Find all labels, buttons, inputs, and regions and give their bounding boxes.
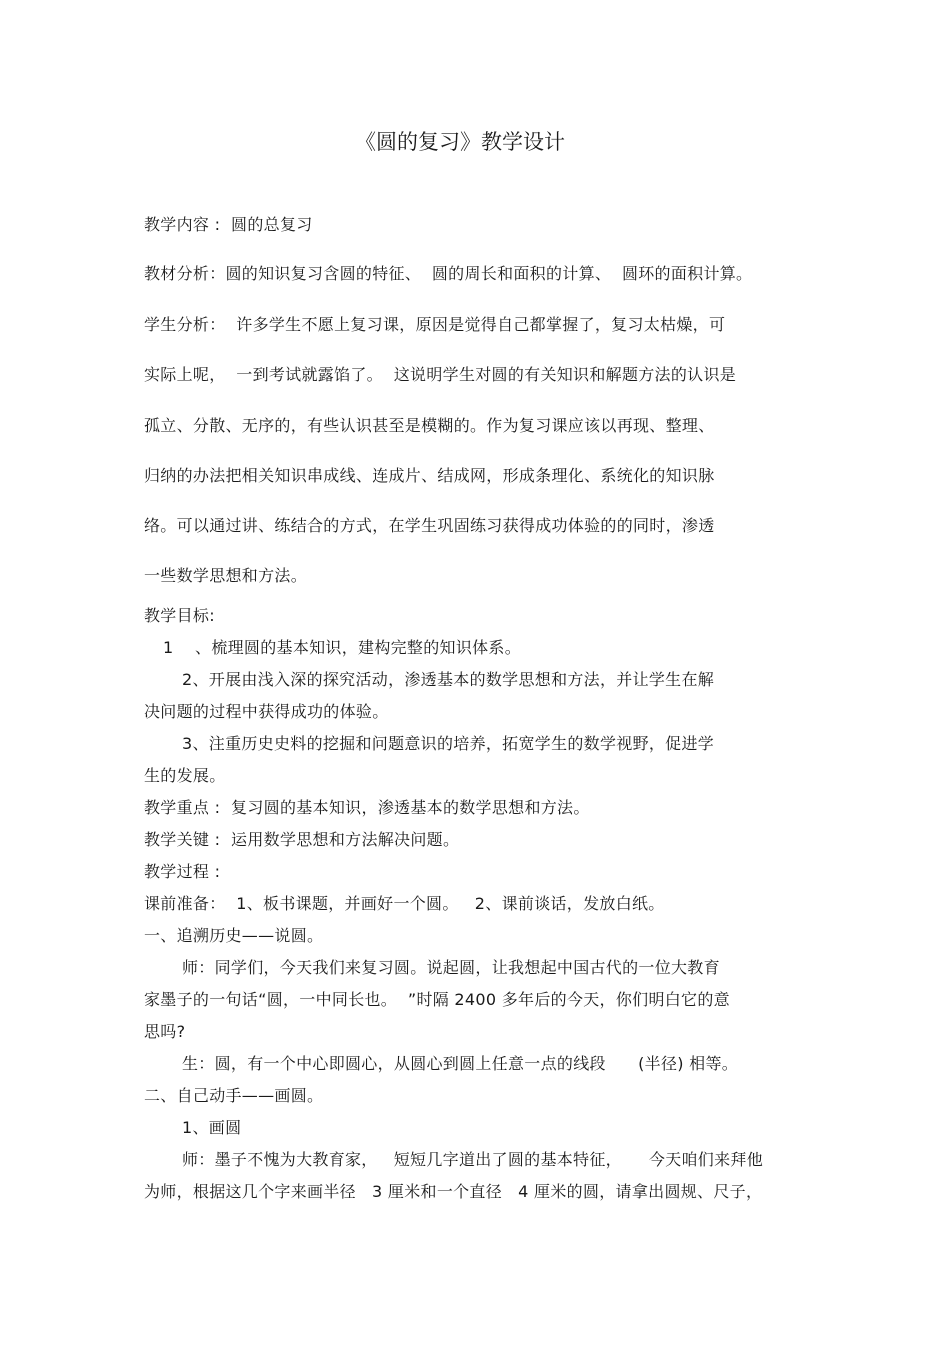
line-material-analysis: 教材分析：圆的知识复习含圆的特征、 圆的周长和面积的计算、 圆环的面积计算。 [144,264,753,283]
goal-2-line-1: 2、开展由浅入深的探究活动，渗透基本的数学思想和方法，并让学生在解 [182,670,715,689]
goal-3-line-2: 生的发展。 [144,766,226,785]
heading-goals: 教学目标: [144,606,215,625]
teacher-line-2: 家墨子的一句话“圆，一中同长也。 ”时隔 2400 多年后的今天，你们明白它的意 [144,990,730,1009]
line-student-analysis-3: 孤立、分散、无序的，有些认识甚至是模糊的。作为复习课应该以再现、整理、 [144,416,715,435]
teacher-line-1: 师：同学们，今天我们来复习圆。说起圆，让我想起中国古代的一位大教育 [182,958,720,977]
line-key-points: 教学重点 : 复习圆的基本知识，渗透基本的数学思想和方法。 [144,798,590,817]
student-line: 生：圆，有一个中心即圆心，从圆心到圆上任意一点的线段 (半径) 相等。 [182,1054,739,1073]
teacher-line-4: 师：墨子不愧为大教育家， 短短几字道出了圆的基本特征， 今天咱们来拜他 [182,1150,763,1169]
subsection-draw-circle: 1、画圆 [182,1118,242,1137]
line-student-analysis-6: 一些数学思想和方法。 [144,566,308,585]
line-key: 教学关键 : 运用数学思想和方法解决问题。 [144,830,460,849]
goal-3-line-1: 3、注重历史史料的挖掘和问题意识的培养，拓宽学生的数学视野，促进学 [182,734,715,753]
goal-1: 1 、梳理圆的基本知识，建构完整的知识体系。 [163,638,522,657]
line-student-analysis-1: 学生分析： 许多学生不愿上复习课，原因是觉得自己都掌握了，复习太枯燥，可 [144,315,726,334]
line-content: 教学内容 : 圆的总复习 [144,215,313,234]
section-1-heading: 一、追溯历史——说圆。 [144,926,324,945]
heading-process: 教学过程 : [144,862,221,881]
line-student-analysis-2: 实际上呢， 一到考试就露馅了。 这说明学生对圆的有关知识和解题方法的认识是 [144,365,737,384]
teacher-line-5: 为师，根据这几个字来画半径 3 厘米和一个直径 4 厘米的圆，请拿出圆规、尺子， [144,1182,763,1201]
document-title: 《圆的复习》教学设计 [355,130,565,154]
section-2-heading: 二、自己动手——画圆。 [144,1086,324,1105]
goal-2-line-2: 决问题的过程中获得成功的体验。 [144,702,389,721]
line-preparation: 课前准备： 1、板书课题，并画好一个圆。 2、课前谈话，发放白纸。 [144,894,665,913]
line-student-analysis-5: 络。可以通过讲、练结合的方式，在学生巩固练习获得成功体验的的同时，渗透 [144,516,715,535]
teacher-line-3: 思吗? [144,1022,186,1041]
line-student-analysis-4: 归纳的办法把相关知识串成线、连成片、结成网，形成条理化、系统化的知识脉 [144,466,715,485]
